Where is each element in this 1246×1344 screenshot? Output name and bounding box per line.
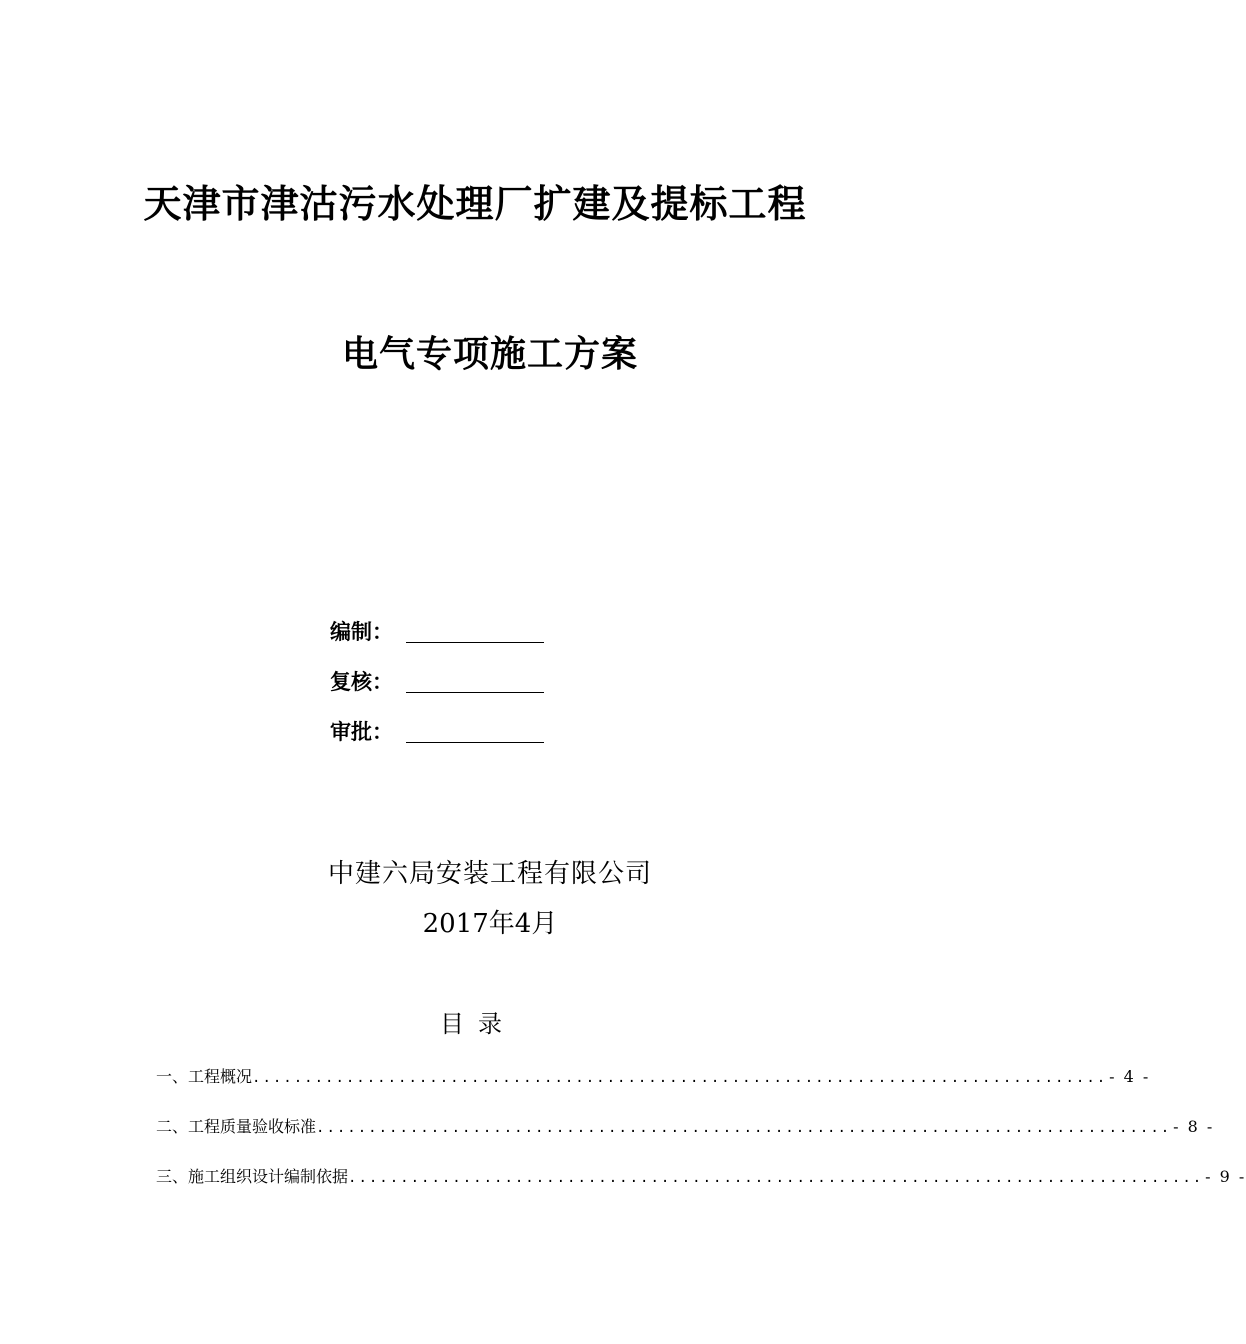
table-of-contents <box>156 1062 1246 1212</box>
toc-leader-dots: .................................................................................. <box>348 1170 1204 1186</box>
toc-entry-text: 二、工程质量验收标准 <box>156 1117 317 1136</box>
toc-leader-dots: .................................................................................. <box>252 1070 1108 1086</box>
signature-row-prepared <box>330 606 590 656</box>
toc-heading: 目录 <box>440 1010 516 1038</box>
toc-entry[interactable] <box>156 1162 1246 1212</box>
toc-page-number: - 8 - <box>1173 1117 1215 1136</box>
toc-entry[interactable] <box>156 1112 1215 1162</box>
signature-label: 复核： <box>330 670 393 694</box>
signature-label: 编制： <box>330 620 393 644</box>
toc-page-number: - 4 - <box>1109 1067 1151 1086</box>
toc-entry[interactable] <box>156 1062 1151 1112</box>
signature-label: 审批： <box>330 720 393 744</box>
toc-leader-dots: .................................................................................. <box>316 1120 1172 1136</box>
signature-row-approved <box>330 706 590 756</box>
toc-page-number: - 9 - <box>1205 1167 1246 1186</box>
document-title: 天津市津沽污水处理厂扩建及提标工程 <box>143 182 807 226</box>
signature-line <box>406 620 544 643</box>
toc-entry-text: 三、施工组织设计编制依据 <box>156 1167 349 1186</box>
signature-row-reviewed <box>330 656 590 706</box>
signature-block <box>330 606 590 756</box>
company-name: 中建六局安装工程有限公司 <box>327 859 652 889</box>
document-subtitle: 电气专项施工方案 <box>341 334 638 375</box>
signature-line <box>406 670 544 693</box>
toc-entry-text: 一、工程概况 <box>156 1067 253 1086</box>
document-date: 2017年4月 <box>422 909 558 939</box>
signature-line <box>406 720 544 743</box>
